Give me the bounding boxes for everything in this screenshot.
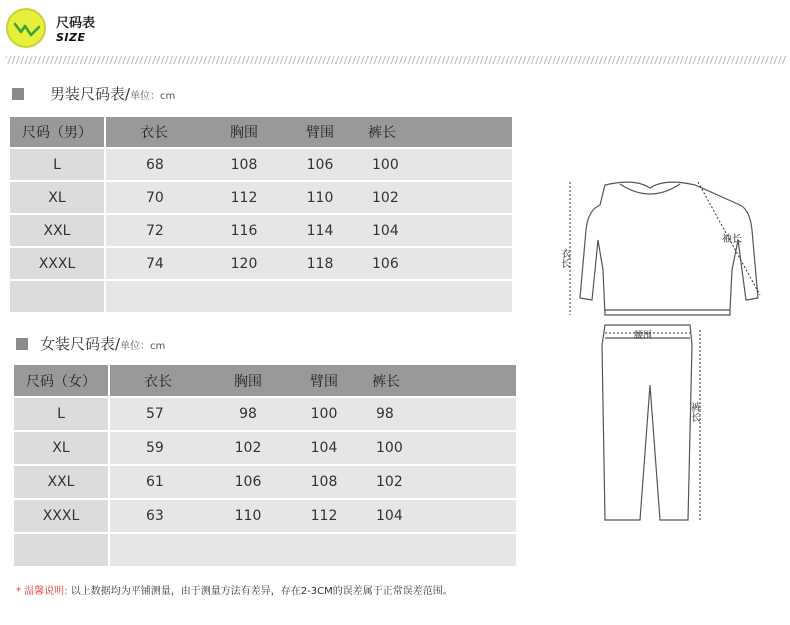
header-cell: 衣长 [106,117,206,147]
table-row [10,182,512,213]
size-cell [14,534,110,566]
men-title-text: 男装尺码表/ [50,85,131,103]
data-cell: 110 [210,500,286,532]
header-cell: 臂围 [286,365,362,396]
size-chart-logo [6,8,46,48]
size-cell: XL [10,182,106,213]
divider [6,56,786,64]
waist-label: 腰围 [634,331,653,341]
header-cell: 胸围 [210,365,286,396]
table-row [14,466,516,498]
data-cell: 120 [206,248,282,279]
data-cell: 70 [106,182,206,213]
data-cell: 108 [206,149,282,180]
table-header-row [10,117,512,147]
data-cell: 106 [210,466,286,498]
measurement-note [16,582,453,597]
page-title: 尺码表 [56,16,96,31]
table-header-row [14,365,516,396]
data-cell [358,281,512,312]
section-marker [16,338,28,350]
shirt-outline [580,182,758,315]
size-cell: XXL [10,215,106,246]
section-marker [12,88,24,100]
data-cell: 104 [286,432,362,464]
data-cell: 102 [358,182,512,213]
header-cell: 尺码（女） [14,365,110,396]
data-cell [210,534,286,566]
lightning-icon [12,16,42,42]
table-row [10,215,512,246]
data-cell: 100 [362,432,516,464]
data-cell: 72 [106,215,206,246]
note-star: * [16,586,21,597]
women-title-text: 女装尺码表/ [40,335,121,353]
data-cell [206,281,282,312]
size-cell: XXXL [14,500,110,532]
sleeve-length-label: 袖长 [722,234,742,245]
size-cell [10,281,106,312]
data-cell: 98 [210,398,286,430]
size-cell: L [10,149,106,180]
data-cell: 112 [206,182,282,213]
garment-measurement-diagram [560,170,780,530]
data-cell: 106 [358,248,512,279]
data-cell: 104 [358,215,512,246]
data-cell: 108 [286,466,362,498]
header-cell: 臂围 [282,117,358,147]
data-cell [282,281,358,312]
men-section-title [50,83,175,104]
data-cell: 59 [110,432,210,464]
women-size-table [14,363,516,568]
men-unit: 单位：cm [130,91,176,102]
data-cell [110,534,210,566]
page-subtitle: SIZE [56,31,86,44]
data-cell: 114 [282,215,358,246]
data-cell: 100 [358,149,512,180]
table-row [14,534,516,566]
table-row [14,432,516,464]
data-cell: 61 [110,466,210,498]
table-row [10,281,512,312]
data-cell: 104 [362,500,516,532]
data-cell: 74 [106,248,206,279]
data-cell: 100 [286,398,362,430]
table-row [14,500,516,532]
men-size-table [10,115,512,314]
table-row [14,398,516,430]
size-cell: XXL [14,466,110,498]
women-unit: 单位：cm [120,341,166,352]
data-cell [362,534,516,566]
note-label: 温馨说明: [24,586,68,597]
data-cell [106,281,206,312]
header-cell: 胸围 [206,117,282,147]
size-cell: XL [14,432,110,464]
data-cell: 102 [362,466,516,498]
data-cell [286,534,362,566]
table-row [10,248,512,279]
header-cell: 尺码（男） [10,117,106,147]
pants-length-label: 裤长 [688,402,700,422]
header-cell: 裤长 [362,365,516,396]
size-cell: L [14,398,110,430]
size-cell: XXXL [10,248,106,279]
data-cell: 112 [286,500,362,532]
table-row [10,149,512,180]
data-cell: 68 [106,149,206,180]
header-cell: 裤长 [358,117,512,147]
note-text: 以上数据均为平铺测量，由于测量方法有差异，存在2-3CM的误差属于正常误差范围。 [70,586,453,597]
data-cell: 118 [282,248,358,279]
women-section-title [40,333,165,354]
data-cell: 63 [110,500,210,532]
data-cell: 106 [282,149,358,180]
data-cell: 57 [110,398,210,430]
header-cell: 衣长 [110,365,210,396]
data-cell: 110 [282,182,358,213]
data-cell: 102 [210,432,286,464]
data-cell: 116 [206,215,282,246]
measure-lines [570,182,760,520]
pants-outline [602,325,692,520]
data-cell: 98 [362,398,516,430]
shirt-length-label: 衣长 [558,248,570,268]
